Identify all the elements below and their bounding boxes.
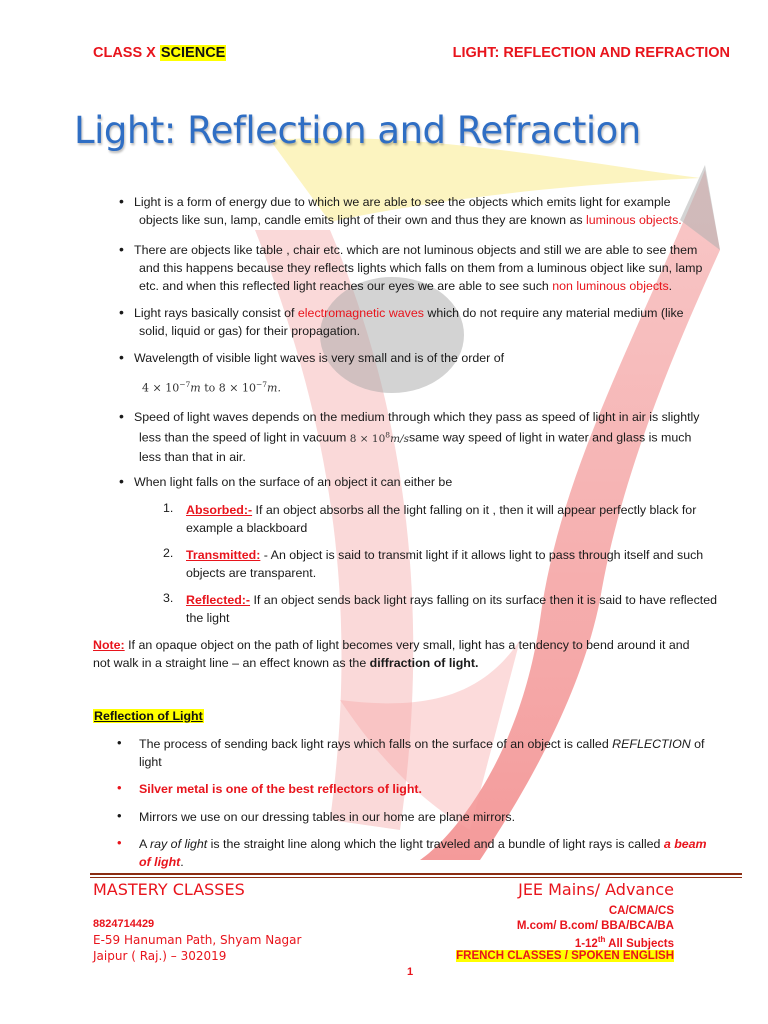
footer-divider (90, 877, 742, 878)
footer-course-commerce: M.com/ B.com/ BBA/BCA/BA (516, 920, 674, 932)
header-chapter: LIGHT: REFLECTION AND REFRACTION (452, 45, 730, 61)
paragraph-plane-mirrors: Mirrors we use on our dressing tables in our home are plane mirrors. (139, 810, 516, 824)
bullet-icon: • (119, 473, 124, 489)
wavelength-formula: $4 \times 10^{-7}m$ to $8 \times 10^{-7}m$. (142, 380, 281, 395)
paragraph-reflection-definition: The process of sending back light rays which falls on the surface of an object is called REFLECTION of light (139, 737, 705, 769)
bullet-icon: • (119, 349, 124, 365)
paragraph-ray-of-light: A ray of light is the straight line along which the light traveled and a bundle of light rays is called a beam of light. (139, 837, 707, 869)
list-number: 2. (163, 546, 174, 560)
paragraph-luminous: Light is a form of energy due to which we are able to see the objects which emits light for example objects like sun, lamp, candle emits light of their own and thus they are known as luminous objects. (134, 195, 682, 227)
paragraph-falls-on-surface: When light falls on the surface of an object it can either be (134, 475, 453, 489)
paragraph-non-luminous: There are objects like table , chair etc. which are not luminous objects and still we are able to see them and this happens because they reflects lights which falls on them from a luminous object like sun, lamp etc. and when this reflected light reaches our eyes we are able to see such non luminous objects. (134, 243, 703, 293)
page-number: 1 (407, 966, 414, 978)
footer-course-ca: CA/CMA/CS (608, 905, 674, 917)
footer-course-languages: FRENCH CLASSES / SPOKEN ENGLISH (456, 950, 674, 962)
list-number: 1. (163, 501, 174, 515)
section-title-reflection: Reflection of Light (94, 709, 203, 723)
subject-highlight: SCIENCE (160, 45, 226, 61)
header-class-subject: CLASS X SCIENCE (93, 45, 226, 61)
bullet-icon: • (119, 241, 124, 257)
list-item-reflected: Reflected:- If an object sends back light rays falling on its surface then it is said to have reflected the light (186, 593, 717, 625)
footer-address-line2: Jaipur ( Raj.) – 302019 (93, 949, 227, 963)
footer-brand: MASTERY CLASSES (93, 880, 245, 899)
list-item-absorbed: Absorbed:- If an object absorbs all the light falling on it , then it will appear perfectly black for example a blackboard (186, 503, 697, 535)
list-number: 3. (163, 591, 174, 605)
bullet-icon: • (117, 735, 122, 750)
bullet-icon: • (119, 193, 124, 209)
bullet-icon: • (119, 408, 124, 424)
bullet-icon: • (119, 304, 124, 320)
paragraph-wavelength: Wavelength of visible light waves is very small and is of the order of (134, 351, 505, 365)
speed-formula: $8 \times 10^8m/s$ (349, 430, 409, 445)
bullet-icon: • (117, 808, 122, 823)
page-title: Light: Reflection and Refraction (74, 109, 641, 152)
paragraph-silver-reflector: Silver metal is one of the best reflectors of light. (139, 782, 422, 796)
paragraph-em-waves: Light rays basically consist of electromagnetic waves which do not require any material medium (like solid, liquid or gas) for their propagation. (134, 306, 684, 338)
note-paragraph: Note: If an opaque object on the path of light becomes very small, light has a tendency to bend around it and not walk in a straight line – an effect known as the diffraction of light. (93, 638, 690, 670)
bullet-icon: • (117, 780, 122, 795)
bullet-icon: • (117, 835, 122, 850)
paragraph-speed: Speed of light waves depends on the medium through which they pass as speed of light in air is slightly less than the speed of light in vacuum $8 \times 10^8m$/ssame way speed of light in water and glass is much less than that in air. (134, 410, 700, 464)
list-item-transmitted: Transmitted: - An object is said to transmit light if it allows light to pass through itself and such objects are transparent. (186, 548, 704, 580)
footer-address-line1: E-59 Hanuman Path, Shyam Nagar (93, 933, 302, 947)
footer-course-school: 1-12th All Subjects (574, 935, 674, 950)
footer-phone: 8824714429 (93, 918, 155, 930)
footer-exam: JEE Mains/ Advance (518, 880, 674, 899)
footer-divider (90, 873, 742, 875)
